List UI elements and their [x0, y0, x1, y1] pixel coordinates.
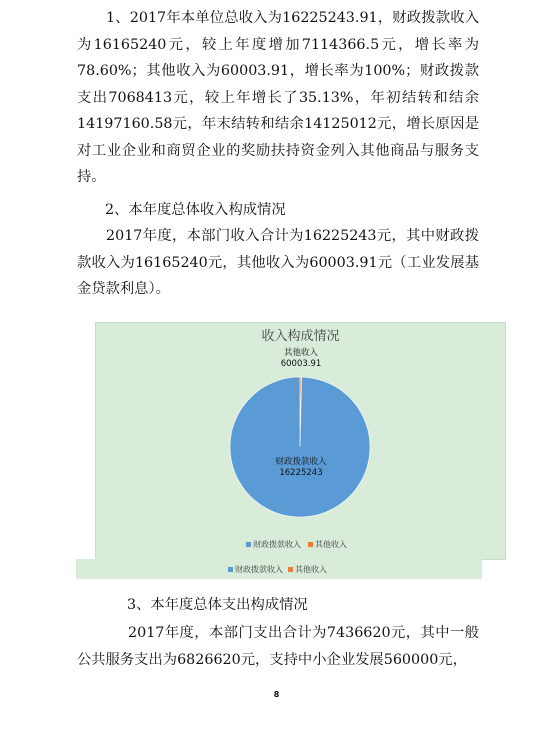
label-other-income-value: 60003.91: [280, 359, 322, 369]
label-other-income: [266, 348, 336, 370]
legend-strip: [76, 559, 482, 579]
legend-strip-items: [228, 564, 327, 575]
strip-swatch-fiscal: [228, 567, 233, 572]
heading-income-structure: 2、本年度总体收入构成情况: [105, 202, 286, 218]
income-pie-chart: [95, 322, 506, 560]
label-fiscal-income: [261, 457, 341, 479]
legend-label-fiscal: 财政拨款收入: [253, 540, 301, 549]
strip-label-fiscal: 财政拨款收入: [235, 565, 283, 574]
label-fiscal-income-name: 财政拨款收入: [275, 457, 327, 467]
paragraph-1: 1、2017年本单位总收入为16225243.91，财政拨款收入为16165240元，较上年度增加7114366.5元，增长率为78.60%；其他收入为60003.91，增长率为100%；财政拨款支出7068413元，较上年增长了35.13%，年初结转和结余14197160.58元，年末结转和结余14125012元，增长原因是对工业企业和商贸企业的奖励扶持资金列入其他商品与服务支持。: [77, 10, 479, 185]
page-number: 8: [273, 690, 280, 699]
legend-swatch-other: [308, 542, 313, 547]
chart-title: 收入构成情况: [261, 329, 340, 344]
chart-legend: [246, 539, 347, 550]
heading-expense-structure: 3、本年度总体支出构成情况: [127, 597, 308, 613]
legend-label-other: 其他收入: [315, 540, 347, 549]
pie-slice-fiscal: [230, 377, 370, 517]
legend-swatch-fiscal: [246, 542, 251, 547]
strip-label-other: 其他收入: [295, 565, 327, 574]
paragraph-3: 2017年度，本部门支出合计为7436620元，其中一般公共服务支出为6826620元，支持中小企业发展560000元，: [77, 625, 479, 668]
label-other-income-name: 其他收入: [283, 348, 318, 358]
label-fiscal-income-value: 16225243: [279, 468, 323, 478]
strip-swatch-other: [288, 567, 293, 572]
paragraph-2: 2017年度，本部门收入合计为16225243元，其中财政拨款收入为16165240元，其他收入为60003.91元（工业发展基金贷款利息）。: [77, 228, 479, 297]
